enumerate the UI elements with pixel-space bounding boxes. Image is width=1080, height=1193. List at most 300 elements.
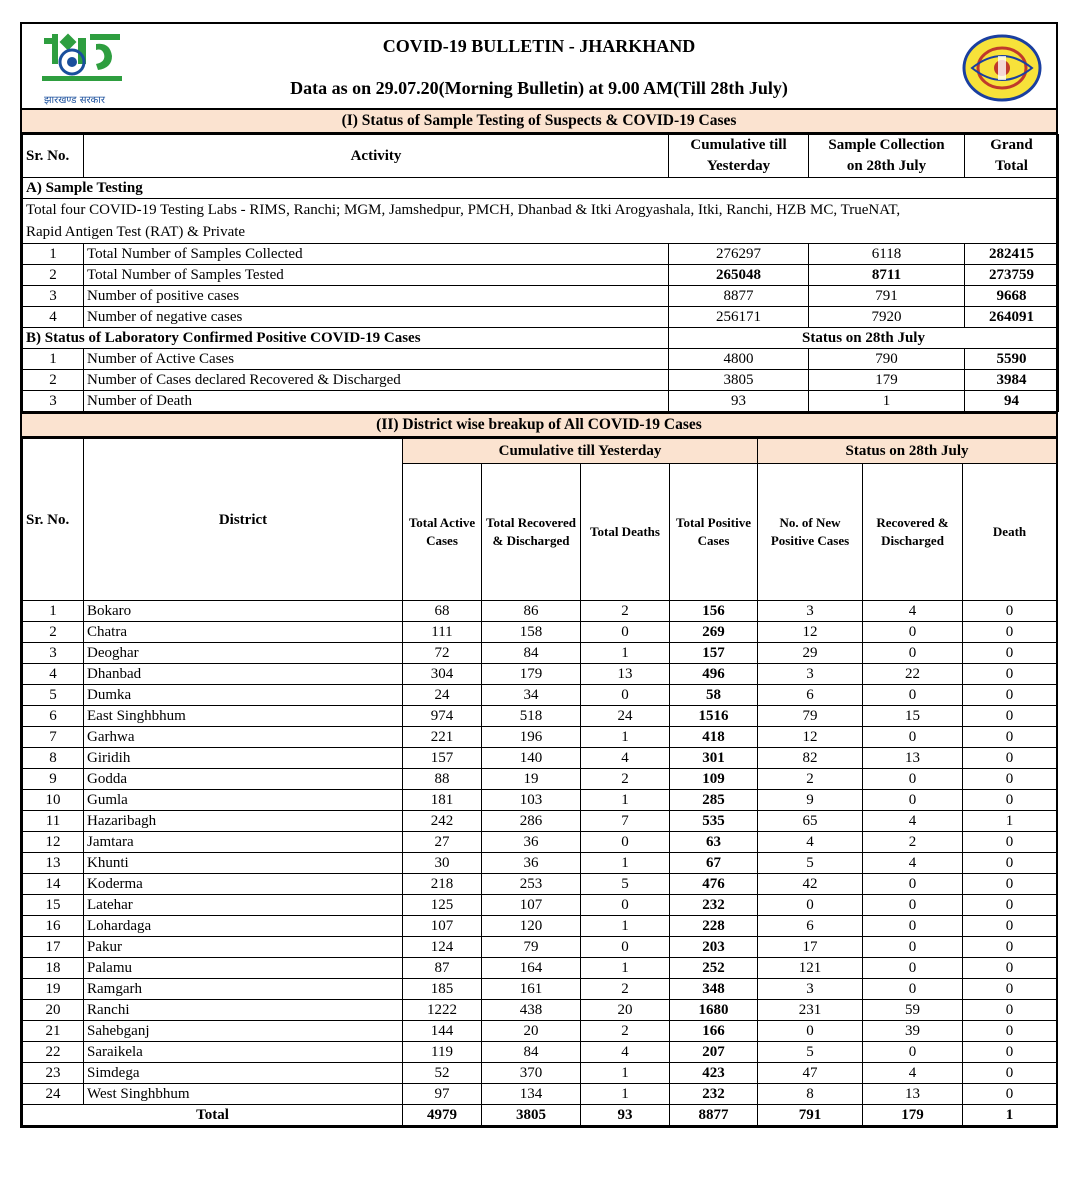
deaths-cell: 0 bbox=[581, 937, 670, 958]
active-cell: 221 bbox=[403, 727, 482, 748]
deaths-cell: 13 bbox=[581, 664, 670, 685]
death-day-cell: 0 bbox=[963, 979, 1057, 1000]
district-row bbox=[23, 979, 1057, 1000]
sample-row bbox=[23, 265, 1059, 286]
section1-band: (I) Status of Sample Testing of Suspects & COVID-19 Cases bbox=[22, 110, 1056, 134]
cumulative-cell: 4800 bbox=[669, 349, 809, 370]
active-cell: 68 bbox=[403, 601, 482, 622]
positive-cell: 535 bbox=[670, 811, 758, 832]
district-row bbox=[23, 958, 1057, 979]
district-name-cell: Koderma bbox=[84, 874, 403, 895]
district-row bbox=[23, 643, 1057, 664]
new-positive-cell: 6 bbox=[758, 685, 863, 706]
sample-row bbox=[23, 307, 1059, 328]
section-b-status: Status on 28th July bbox=[669, 328, 1059, 349]
active-cell: 1222 bbox=[403, 1000, 482, 1021]
active-cell: 27 bbox=[403, 832, 482, 853]
positive-cell: 207 bbox=[670, 1042, 758, 1063]
total-recovered: 3805 bbox=[482, 1105, 581, 1126]
recovered-day-cell: 13 bbox=[863, 1084, 963, 1105]
col-new-positive: No. of New Positive Cases bbox=[758, 464, 863, 601]
active-cell: 185 bbox=[403, 979, 482, 1000]
deaths-cell: 1 bbox=[581, 1084, 670, 1105]
recovered-cell: 19 bbox=[482, 769, 581, 790]
district-row bbox=[23, 769, 1057, 790]
sr-no-cell: 12 bbox=[23, 832, 84, 853]
death-day-cell: 0 bbox=[963, 853, 1057, 874]
sr-no-cell: 20 bbox=[23, 1000, 84, 1021]
death-day-cell: 0 bbox=[963, 937, 1057, 958]
col-sample-collection: Sample Collection on 28th July bbox=[809, 135, 965, 178]
total-label: Total bbox=[23, 1105, 403, 1126]
sr-no-cell: 3 bbox=[23, 391, 84, 412]
col-district: District bbox=[84, 439, 403, 601]
col-total-active: Total Active Cases bbox=[403, 464, 482, 601]
new-positive-cell: 17 bbox=[758, 937, 863, 958]
grand-total-cell: 9668 bbox=[965, 286, 1059, 307]
active-cell: 87 bbox=[403, 958, 482, 979]
group-status: Status on 28th July bbox=[758, 439, 1057, 464]
death-day-cell: 1 bbox=[963, 811, 1057, 832]
death-day-cell: 0 bbox=[963, 874, 1057, 895]
death-day-cell: 0 bbox=[963, 706, 1057, 727]
new-positive-cell: 12 bbox=[758, 622, 863, 643]
recovered-day-cell: 59 bbox=[863, 1000, 963, 1021]
positive-cell: 232 bbox=[670, 895, 758, 916]
district-row bbox=[23, 1084, 1057, 1105]
activity-cell: Number of positive cases bbox=[84, 286, 669, 307]
district-name-cell: Latehar bbox=[84, 895, 403, 916]
sr-no-cell: 4 bbox=[23, 307, 84, 328]
district-name-cell: East Singhbhum bbox=[84, 706, 403, 727]
deaths-cell: 2 bbox=[581, 979, 670, 1000]
col-total-positive: Total Positive Cases bbox=[670, 464, 758, 601]
day-cell: 1 bbox=[809, 391, 965, 412]
status-row bbox=[23, 349, 1059, 370]
death-day-cell: 0 bbox=[963, 790, 1057, 811]
recovered-cell: 34 bbox=[482, 685, 581, 706]
positive-cell: 301 bbox=[670, 748, 758, 769]
active-cell: 30 bbox=[403, 853, 482, 874]
positive-cell: 157 bbox=[670, 643, 758, 664]
deaths-cell: 4 bbox=[581, 748, 670, 769]
new-positive-cell: 3 bbox=[758, 979, 863, 1000]
recovered-day-cell: 0 bbox=[863, 958, 963, 979]
positive-cell: 418 bbox=[670, 727, 758, 748]
recovered-day-cell: 0 bbox=[863, 685, 963, 706]
recovered-cell: 79 bbox=[482, 937, 581, 958]
active-cell: 144 bbox=[403, 1021, 482, 1042]
sr-no-cell: 21 bbox=[23, 1021, 84, 1042]
new-positive-cell: 42 bbox=[758, 874, 863, 895]
sr-no-cell: 11 bbox=[23, 811, 84, 832]
sr-no-cell: 8 bbox=[23, 748, 84, 769]
cumulative-cell: 3805 bbox=[669, 370, 809, 391]
recovered-day-cell: 22 bbox=[863, 664, 963, 685]
sr-no-cell: 24 bbox=[23, 1084, 84, 1105]
activity-cell: Total Number of Samples Collected bbox=[84, 244, 669, 265]
positive-cell: 156 bbox=[670, 601, 758, 622]
recovered-cell: 140 bbox=[482, 748, 581, 769]
col-total-deaths: Total Deaths bbox=[581, 464, 670, 601]
district-group-header bbox=[23, 439, 1057, 464]
death-day-cell: 0 bbox=[963, 664, 1057, 685]
col-grand-total: Grand Total bbox=[965, 135, 1059, 178]
sr-no-cell: 19 bbox=[23, 979, 84, 1000]
district-name-cell: Saraikela bbox=[84, 1042, 403, 1063]
day-cell: 6118 bbox=[809, 244, 965, 265]
day-cell: 7920 bbox=[809, 307, 965, 328]
positive-cell: 58 bbox=[670, 685, 758, 706]
recovered-day-cell: 0 bbox=[863, 895, 963, 916]
new-positive-cell: 5 bbox=[758, 853, 863, 874]
total-recovered-day: 179 bbox=[863, 1105, 963, 1126]
district-name-cell: Palamu bbox=[84, 958, 403, 979]
deaths-cell: 1 bbox=[581, 1063, 670, 1084]
recovered-day-cell: 0 bbox=[863, 727, 963, 748]
sr-no-cell: 9 bbox=[23, 769, 84, 790]
status-row bbox=[23, 370, 1059, 391]
district-row bbox=[23, 853, 1057, 874]
sample-row bbox=[23, 244, 1059, 265]
district-name-cell: Deoghar bbox=[84, 643, 403, 664]
new-positive-cell: 82 bbox=[758, 748, 863, 769]
death-day-cell: 0 bbox=[963, 1042, 1057, 1063]
positive-cell: 269 bbox=[670, 622, 758, 643]
new-positive-cell: 4 bbox=[758, 832, 863, 853]
district-row bbox=[23, 664, 1057, 685]
labs-row bbox=[23, 199, 1059, 244]
district-name-cell: Khunti bbox=[84, 853, 403, 874]
section-a-title: A) Sample Testing bbox=[23, 178, 1059, 199]
bulletin-header bbox=[22, 24, 1056, 110]
sr-no-cell: 2 bbox=[23, 265, 84, 286]
col-srno: Sr. No. bbox=[23, 135, 84, 178]
district-name-cell: Garhwa bbox=[84, 727, 403, 748]
recovered-day-cell: 4 bbox=[863, 1063, 963, 1084]
district-row bbox=[23, 601, 1057, 622]
deaths-cell: 2 bbox=[581, 769, 670, 790]
deaths-cell: 1 bbox=[581, 643, 670, 664]
recovered-cell: 370 bbox=[482, 1063, 581, 1084]
sr-no-cell: 14 bbox=[23, 874, 84, 895]
death-day-cell: 0 bbox=[963, 1063, 1057, 1084]
recovered-day-cell: 15 bbox=[863, 706, 963, 727]
death-day-cell: 0 bbox=[963, 727, 1057, 748]
new-positive-cell: 6 bbox=[758, 916, 863, 937]
district-name-cell: Gumla bbox=[84, 790, 403, 811]
district-row bbox=[23, 874, 1057, 895]
positive-cell: 63 bbox=[670, 832, 758, 853]
positive-cell: 348 bbox=[670, 979, 758, 1000]
group-cumulative: Cumulative till Yesterday bbox=[403, 439, 758, 464]
district-name-cell: Lohardaga bbox=[84, 916, 403, 937]
new-positive-cell: 9 bbox=[758, 790, 863, 811]
sr-no-cell: 15 bbox=[23, 895, 84, 916]
district-row bbox=[23, 706, 1057, 727]
district-name-cell: West Singhbhum bbox=[84, 1084, 403, 1105]
section-a-row bbox=[23, 178, 1059, 199]
cumulative-cell: 276297 bbox=[669, 244, 809, 265]
positive-cell: 496 bbox=[670, 664, 758, 685]
bulletin-frame bbox=[20, 22, 1058, 1128]
death-day-cell: 0 bbox=[963, 643, 1057, 664]
recovered-cell: 84 bbox=[482, 1042, 581, 1063]
total-positive: 8877 bbox=[670, 1105, 758, 1126]
district-row bbox=[23, 685, 1057, 706]
activity-cell: Number of Death bbox=[84, 391, 669, 412]
section-b-title: B) Status of Laboratory Confirmed Positive COVID-19 Cases bbox=[23, 328, 669, 349]
new-positive-cell: 121 bbox=[758, 958, 863, 979]
new-positive-cell: 65 bbox=[758, 811, 863, 832]
recovered-cell: 196 bbox=[482, 727, 581, 748]
deaths-cell: 2 bbox=[581, 601, 670, 622]
positive-cell: 228 bbox=[670, 916, 758, 937]
new-positive-cell: 3 bbox=[758, 601, 863, 622]
recovered-cell: 286 bbox=[482, 811, 581, 832]
active-cell: 97 bbox=[403, 1084, 482, 1105]
active-cell: 107 bbox=[403, 916, 482, 937]
deaths-cell: 0 bbox=[581, 895, 670, 916]
new-positive-cell: 5 bbox=[758, 1042, 863, 1063]
district-row bbox=[23, 790, 1057, 811]
deaths-cell: 0 bbox=[581, 832, 670, 853]
active-cell: 304 bbox=[403, 664, 482, 685]
day-cell: 179 bbox=[809, 370, 965, 391]
death-day-cell: 0 bbox=[963, 769, 1057, 790]
death-day-cell: 0 bbox=[963, 1084, 1057, 1105]
deaths-cell: 1 bbox=[581, 727, 670, 748]
sr-no-cell: 17 bbox=[23, 937, 84, 958]
bulletin-sheet bbox=[20, 22, 1058, 1128]
section2-band: (II) District wise breakup of All COVID-19 Cases bbox=[22, 412, 1056, 438]
new-positive-cell: 12 bbox=[758, 727, 863, 748]
recovered-day-cell: 0 bbox=[863, 874, 963, 895]
grand-total-cell: 3984 bbox=[965, 370, 1059, 391]
recovered-day-cell: 0 bbox=[863, 937, 963, 958]
sr-no-cell: 1 bbox=[23, 601, 84, 622]
recovered-cell: 158 bbox=[482, 622, 581, 643]
recovered-cell: 36 bbox=[482, 832, 581, 853]
sr-no-cell: 23 bbox=[23, 1063, 84, 1084]
recovered-day-cell: 4 bbox=[863, 853, 963, 874]
deaths-cell: 1 bbox=[581, 916, 670, 937]
death-day-cell: 0 bbox=[963, 622, 1057, 643]
deaths-cell: 5 bbox=[581, 874, 670, 895]
sr-no-cell: 5 bbox=[23, 685, 84, 706]
district-row bbox=[23, 622, 1057, 643]
grand-total-cell: 282415 bbox=[965, 244, 1059, 265]
recovered-cell: 161 bbox=[482, 979, 581, 1000]
new-positive-cell: 79 bbox=[758, 706, 863, 727]
district-name-cell: Dumka bbox=[84, 685, 403, 706]
death-day-cell: 0 bbox=[963, 601, 1057, 622]
recovered-day-cell: 0 bbox=[863, 979, 963, 1000]
district-name-cell: Dhanbad bbox=[84, 664, 403, 685]
new-positive-cell: 231 bbox=[758, 1000, 863, 1021]
recovered-cell: 438 bbox=[482, 1000, 581, 1021]
deaths-cell: 24 bbox=[581, 706, 670, 727]
total-new-positive: 791 bbox=[758, 1105, 863, 1126]
district-row bbox=[23, 1042, 1057, 1063]
positive-cell: 423 bbox=[670, 1063, 758, 1084]
death-day-cell: 0 bbox=[963, 832, 1057, 853]
sr-no-cell: 1 bbox=[23, 349, 84, 370]
positive-cell: 252 bbox=[670, 958, 758, 979]
district-row bbox=[23, 916, 1057, 937]
positive-cell: 1680 bbox=[670, 1000, 758, 1021]
cumulative-cell: 265048 bbox=[669, 265, 809, 286]
recovered-cell: 36 bbox=[482, 853, 581, 874]
total-deaths: 93 bbox=[581, 1105, 670, 1126]
active-cell: 24 bbox=[403, 685, 482, 706]
sr-no-cell: 18 bbox=[23, 958, 84, 979]
col-activity: Activity bbox=[84, 135, 669, 178]
day-cell: 791 bbox=[809, 286, 965, 307]
sr-no-cell: 7 bbox=[23, 727, 84, 748]
sample-row bbox=[23, 286, 1059, 307]
recovered-day-cell: 39 bbox=[863, 1021, 963, 1042]
col-recovered-discharged: Recovered & Discharged bbox=[863, 464, 963, 601]
positive-cell: 1516 bbox=[670, 706, 758, 727]
district-row bbox=[23, 811, 1057, 832]
death-day-cell: 0 bbox=[963, 748, 1057, 769]
day-cell: 8711 bbox=[809, 265, 965, 286]
district-row bbox=[23, 937, 1057, 958]
district-table bbox=[22, 438, 1057, 1126]
sr-no-cell: 22 bbox=[23, 1042, 84, 1063]
district-name-cell: Ramgarh bbox=[84, 979, 403, 1000]
deaths-cell: 1 bbox=[581, 790, 670, 811]
activity-cell: Total Number of Samples Tested bbox=[84, 265, 669, 286]
recovered-cell: 253 bbox=[482, 874, 581, 895]
positive-cell: 232 bbox=[670, 1084, 758, 1105]
total-active: 4979 bbox=[403, 1105, 482, 1126]
district-row bbox=[23, 748, 1057, 769]
recovered-day-cell: 0 bbox=[863, 916, 963, 937]
recovered-day-cell: 0 bbox=[863, 643, 963, 664]
sample-table-header bbox=[23, 135, 1059, 178]
deaths-cell: 0 bbox=[581, 622, 670, 643]
district-row bbox=[23, 727, 1057, 748]
recovered-cell: 179 bbox=[482, 664, 581, 685]
grand-total-cell: 5590 bbox=[965, 349, 1059, 370]
recovered-cell: 120 bbox=[482, 916, 581, 937]
recovered-cell: 20 bbox=[482, 1021, 581, 1042]
new-positive-cell: 0 bbox=[758, 895, 863, 916]
col-cumulative: Cumulative till Yesterday bbox=[669, 135, 809, 178]
day-cell: 790 bbox=[809, 349, 965, 370]
district-name-cell: Pakur bbox=[84, 937, 403, 958]
active-cell: 88 bbox=[403, 769, 482, 790]
col-death: Death bbox=[963, 464, 1057, 601]
recovered-day-cell: 0 bbox=[863, 1042, 963, 1063]
district-name-cell: Chatra bbox=[84, 622, 403, 643]
positive-cell: 285 bbox=[670, 790, 758, 811]
cumulative-cell: 256171 bbox=[669, 307, 809, 328]
activity-cell: Number of negative cases bbox=[84, 307, 669, 328]
positive-cell: 203 bbox=[670, 937, 758, 958]
deaths-cell: 1 bbox=[581, 853, 670, 874]
district-name-cell: Jamtara bbox=[84, 832, 403, 853]
district-name-cell: Simdega bbox=[84, 1063, 403, 1084]
sr-no-cell: 13 bbox=[23, 853, 84, 874]
recovered-day-cell: 13 bbox=[863, 748, 963, 769]
recovered-cell: 86 bbox=[482, 601, 581, 622]
new-positive-cell: 3 bbox=[758, 664, 863, 685]
bulletin-title: COVID-19 BULLETIN - JHARKHAND bbox=[382, 36, 696, 56]
district-name-cell: Ranchi bbox=[84, 1000, 403, 1021]
active-cell: 125 bbox=[403, 895, 482, 916]
activity-cell: Number of Cases declared Recovered & Discharged bbox=[84, 370, 669, 391]
deaths-cell: 20 bbox=[581, 1000, 670, 1021]
recovered-cell: 84 bbox=[482, 643, 581, 664]
district-row bbox=[23, 1063, 1057, 1084]
sr-no-cell: 2 bbox=[23, 370, 84, 391]
new-positive-cell: 47 bbox=[758, 1063, 863, 1084]
sr-no-cell: 3 bbox=[23, 286, 84, 307]
sr-no-cell: 16 bbox=[23, 916, 84, 937]
death-day-cell: 0 bbox=[963, 916, 1057, 937]
active-cell: 111 bbox=[403, 622, 482, 643]
deaths-cell: 0 bbox=[581, 685, 670, 706]
death-day-cell: 0 bbox=[963, 895, 1057, 916]
col-total-recovered: Total Recovered & Discharged bbox=[482, 464, 581, 601]
new-positive-cell: 29 bbox=[758, 643, 863, 664]
recovered-day-cell: 4 bbox=[863, 601, 963, 622]
death-day-cell: 0 bbox=[963, 958, 1057, 979]
recovered-day-cell: 4 bbox=[863, 811, 963, 832]
col-srno-district: Sr. No. bbox=[23, 439, 84, 601]
section-b-row bbox=[23, 328, 1059, 349]
district-name-cell: Giridih bbox=[84, 748, 403, 769]
death-day-cell: 0 bbox=[963, 685, 1057, 706]
active-cell: 218 bbox=[403, 874, 482, 895]
active-cell: 124 bbox=[403, 937, 482, 958]
sr-no-cell: 4 bbox=[23, 664, 84, 685]
district-name-cell: Godda bbox=[84, 769, 403, 790]
positive-cell: 476 bbox=[670, 874, 758, 895]
recovered-cell: 134 bbox=[482, 1084, 581, 1105]
recovered-cell: 164 bbox=[482, 958, 581, 979]
recovered-cell: 518 bbox=[482, 706, 581, 727]
sr-no-cell: 2 bbox=[23, 622, 84, 643]
active-cell: 52 bbox=[403, 1063, 482, 1084]
recovered-cell: 103 bbox=[482, 790, 581, 811]
active-cell: 157 bbox=[403, 748, 482, 769]
new-positive-cell: 2 bbox=[758, 769, 863, 790]
active-cell: 119 bbox=[403, 1042, 482, 1063]
sr-no-cell: 10 bbox=[23, 790, 84, 811]
positive-cell: 67 bbox=[670, 853, 758, 874]
logo-caption: झारखण्ड सरकार bbox=[44, 95, 105, 106]
new-positive-cell: 8 bbox=[758, 1084, 863, 1105]
district-name-cell: Hazaribagh bbox=[84, 811, 403, 832]
district-name-cell: Bokaro bbox=[84, 601, 403, 622]
cumulative-cell: 8877 bbox=[669, 286, 809, 307]
active-cell: 181 bbox=[403, 790, 482, 811]
active-cell: 242 bbox=[403, 811, 482, 832]
district-row bbox=[23, 832, 1057, 853]
total-death-day: 1 bbox=[963, 1105, 1057, 1126]
deaths-cell: 1 bbox=[581, 958, 670, 979]
bulletin-subtitle: Data as on 29.07.20(Morning Bulletin) at 9.00 AM(Till 28th July) bbox=[290, 78, 788, 98]
sr-no-cell: 1 bbox=[23, 244, 84, 265]
new-positive-cell: 0 bbox=[758, 1021, 863, 1042]
status-row bbox=[23, 391, 1059, 412]
labs-description: Total four COVID-19 Testing Labs - RIMS, Ranchi; MGM, Jamshedpur, PMCH, Dhanbad & Itki Arogyashala, Itki, Ranchi, HZB MC, TrueNAT, Rapid Antigen Test (RAT) & Private bbox=[23, 199, 1059, 244]
recovered-day-cell: 0 bbox=[863, 622, 963, 643]
